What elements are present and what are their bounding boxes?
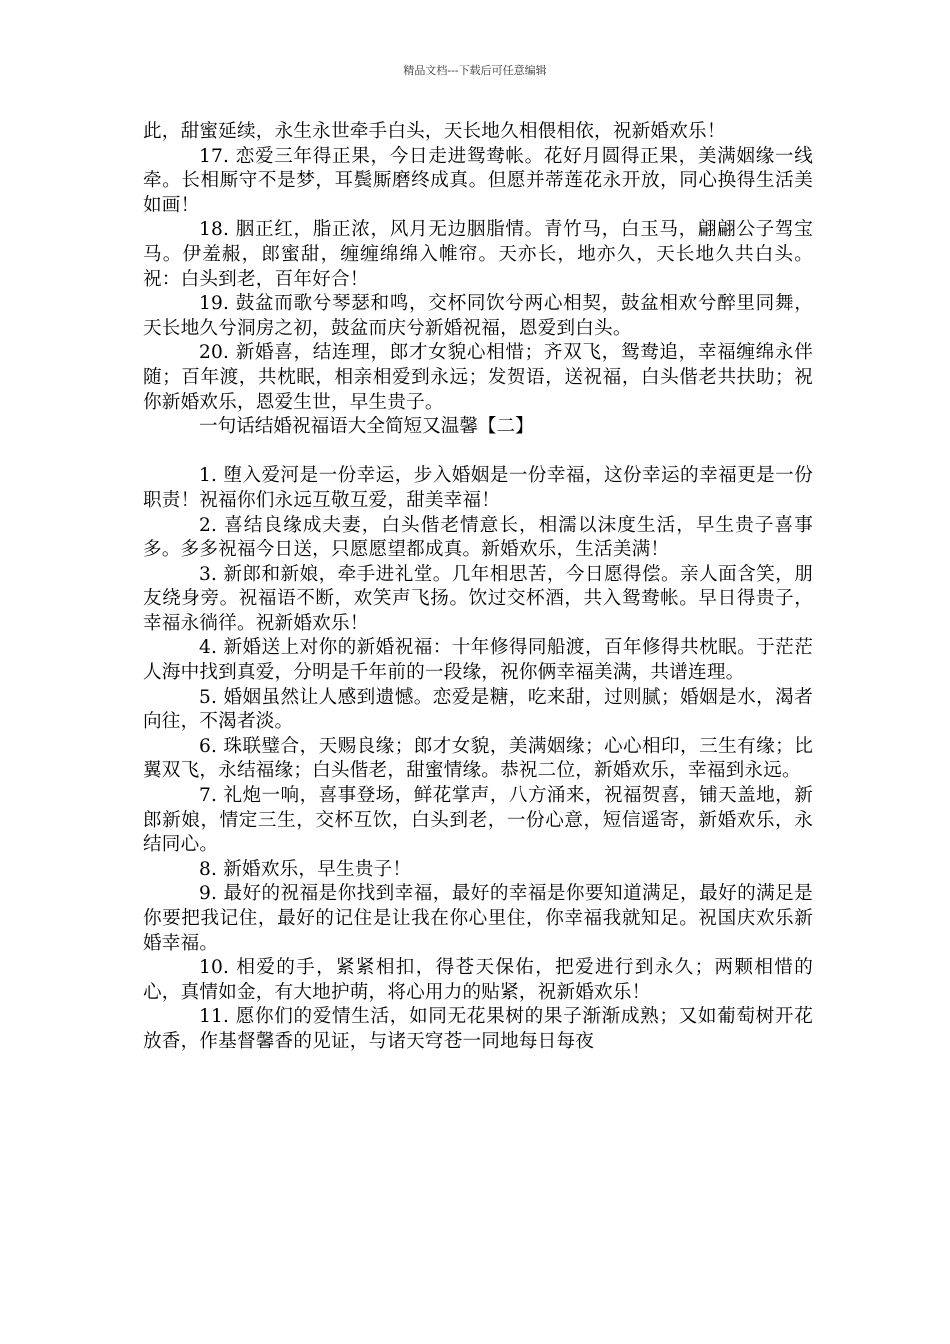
page-header: 精品文档---下载后可任意编辑 (403, 64, 547, 77)
wish-5: 5. 婚姻虽然让人感到遗憾。恋爱是糖，吃来甜，过则腻；婚姻是水，渴者向往，不渴者淡。 (143, 686, 813, 733)
wish-1: 1. 堕入爱河是一份幸运，步入婚姻是一份幸福，这份幸运的幸福更是一份职责！祝福你们永远互敬互爱，甜美幸福！ (143, 465, 813, 511)
paragraph-continuation: 此，甜蜜延续，永生永世牵手白头，天长地久相偎相依，祝新婚欢乐！ (143, 121, 726, 142)
wish-11: 11. 愿你们的爱情生活，如同无花果树的果子渐渐成熟；又如葡萄树开花放香，作基督馨香的见证，与诸天穹苍一同地每日每夜 (143, 1006, 813, 1052)
wish-6: 6. 珠联璧合，天赐良缘；郎才女貌，美满姻缘；心心相印，三生有缘；比翼双飞，永结福缘；白头偕老，甜蜜情缘。恭祝二位，新婚欢乐，幸福到永远。 (143, 735, 813, 782)
wish-4: 4. 新婚送上对你的新婚祝福：十年修得同船渡，百年修得共枕眠。于茫茫人海中找到真爱，分明是千年前的一段缘，祝你俩幸福美满，共谱连理。 (143, 637, 813, 684)
wish-2: 2. 喜结良缘成夫妻，白头偕老情意长，相濡以沫度生活，早生贵子喜事多。多多祝福今日送，只愿愿望都成真。新婚欢乐，生活美满！ (143, 514, 813, 561)
wish-3: 3. 新郎和新娘，牵手进礼堂。几年相思苦，今日愿得偿。亲人面含笑，朋友绕身旁。祝福语不断，欢笑声飞扬。饮过交杯酒，共入鸳鸯帐。早日得贵子，幸福永徜徉。祝新婚欢乐！ (143, 563, 813, 634)
wish-18: 18. 胭正红，脂正浓，风月无边胭脂情。青竹马，白玉马，翩翩公子驾宝马。伊羞赧，郎蜜甜，缠缠绵绵入帷帘。天亦长，地亦久，天长地久共白头。祝：白头到老，百年好合！ (143, 219, 813, 290)
wish-19: 19. 鼓盆而歌兮琴瑟和鸣，交杯同饮兮两心相契，鼓盆相欢兮醉里同舞，天长地久兮洞房之初，鼓盆而庆兮新婚祝福，恩爱到白头。 (143, 293, 813, 339)
wish-20: 20. 新婚喜，结连理，郎才女貌心相惜；齐双飞，鸳鸯追，幸福缠绵永伴随；百年渡，共枕眠，相亲相爱到永远；发贺语，送祝福，白头偕老共扶助；祝你新婚欢乐，恩爱生世，早生贵子。 (143, 342, 813, 413)
document-body (143, 120, 813, 1055)
wish-7: 7. 礼炮一响，喜事登场，鲜花掌声，八方涌来，祝福贺喜，铺天盖地，新郎新娘，情定三生，交杯互饮，白头到老，一份心意，短信遥寄，新婚欢乐，永结同心。 (143, 785, 813, 856)
wish-17: 17. 恋爱三年得正果，今日走进鸳鸯帐。花好月圆得正果，美满姻缘一线牵。长相厮守不是梦，耳鬓厮磨终成真。但愿并蒂莲花永开放，同心换得生活美如画！ (143, 145, 813, 216)
wish-8: 8. 新婚欢乐，早生贵子！ (199, 858, 412, 880)
wish-9: 9. 最好的祝福是你找到幸福，最好的幸福是你要知道满足，最好的满足是你要把我记住，最好的记住是让我在你心里住，你幸福我就知足。祝国庆欢乐新婚幸福。 (143, 883, 813, 954)
wish-10: 10. 相爱的手，紧紧相扣，得苍天保佑，把爱进行到永久；两颗相惜的心，真情如金，有大地护萌，将心用力的贴紧，祝新婚欢乐！ (143, 957, 813, 1003)
section-title: 一句话结婚祝福语大全简短又温馨【二】 (199, 416, 534, 438)
